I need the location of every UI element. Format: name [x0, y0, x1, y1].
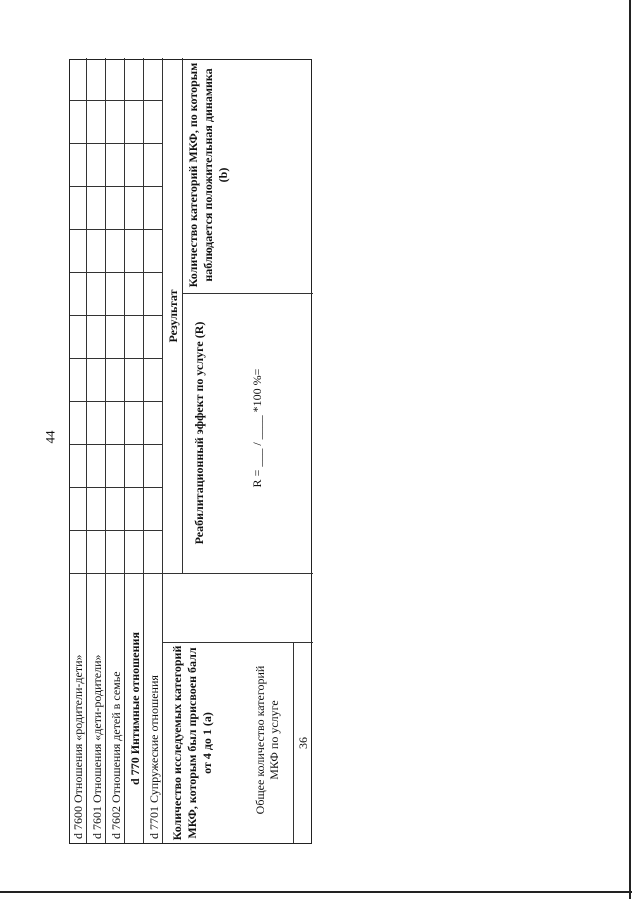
row-label-d7701: d 7701 Супружеские отношения [147, 675, 161, 839]
grid-col [70, 487, 162, 488]
col-r-header: Реабилитационный эффект по услуге (R) [192, 321, 206, 545]
result-title: Результат [166, 289, 180, 343]
table-frame [69, 59, 312, 844]
row-divider [293, 643, 294, 843]
total-label: Общее количество категорий МКФ по услуге [253, 665, 281, 815]
row-label-d7602: d 7602 Отношения детей в семье [109, 671, 123, 839]
total-value: 36 [296, 737, 310, 749]
grid-col [70, 100, 162, 101]
grid-col [70, 272, 162, 273]
row-divider [124, 58, 125, 843]
col-divider [182, 293, 313, 294]
grid-col [70, 315, 162, 316]
page-border-right [629, 0, 631, 899]
col-divider [70, 573, 313, 574]
row-divider [86, 58, 87, 843]
page-border-bottom [0, 891, 632, 893]
grid-col [70, 444, 162, 445]
grid-col [70, 358, 162, 359]
row-divider [105, 58, 106, 843]
grid-col [70, 229, 162, 230]
col-divider [162, 642, 313, 643]
row-label-d770: d 770 Интимные отношения [128, 632, 142, 785]
row-label-d7601: d 7601 Отношения «дети-родители» [90, 654, 104, 839]
rotated-table [69, 59, 312, 844]
col-b-header: Количество категорий МКФ, по которым наблюдается положительная динамика (b) [186, 62, 230, 288]
row-divider [162, 58, 163, 843]
grid-col [70, 186, 162, 187]
formula: R = ___ / ____ *100 %= [250, 368, 264, 488]
row-divider [143, 58, 144, 843]
grid-col [70, 143, 162, 144]
grid-col [70, 530, 162, 531]
col-a-header: Количество исследуемых категорий МКФ, которым был присвоен балл от 4 до 1 (а) [170, 645, 214, 841]
grid-col [70, 401, 162, 402]
row-divider [182, 58, 183, 574]
page-number: 44 [42, 430, 57, 444]
row-label-d7600: d 7600 Отношения «родители-дети» [71, 654, 85, 839]
